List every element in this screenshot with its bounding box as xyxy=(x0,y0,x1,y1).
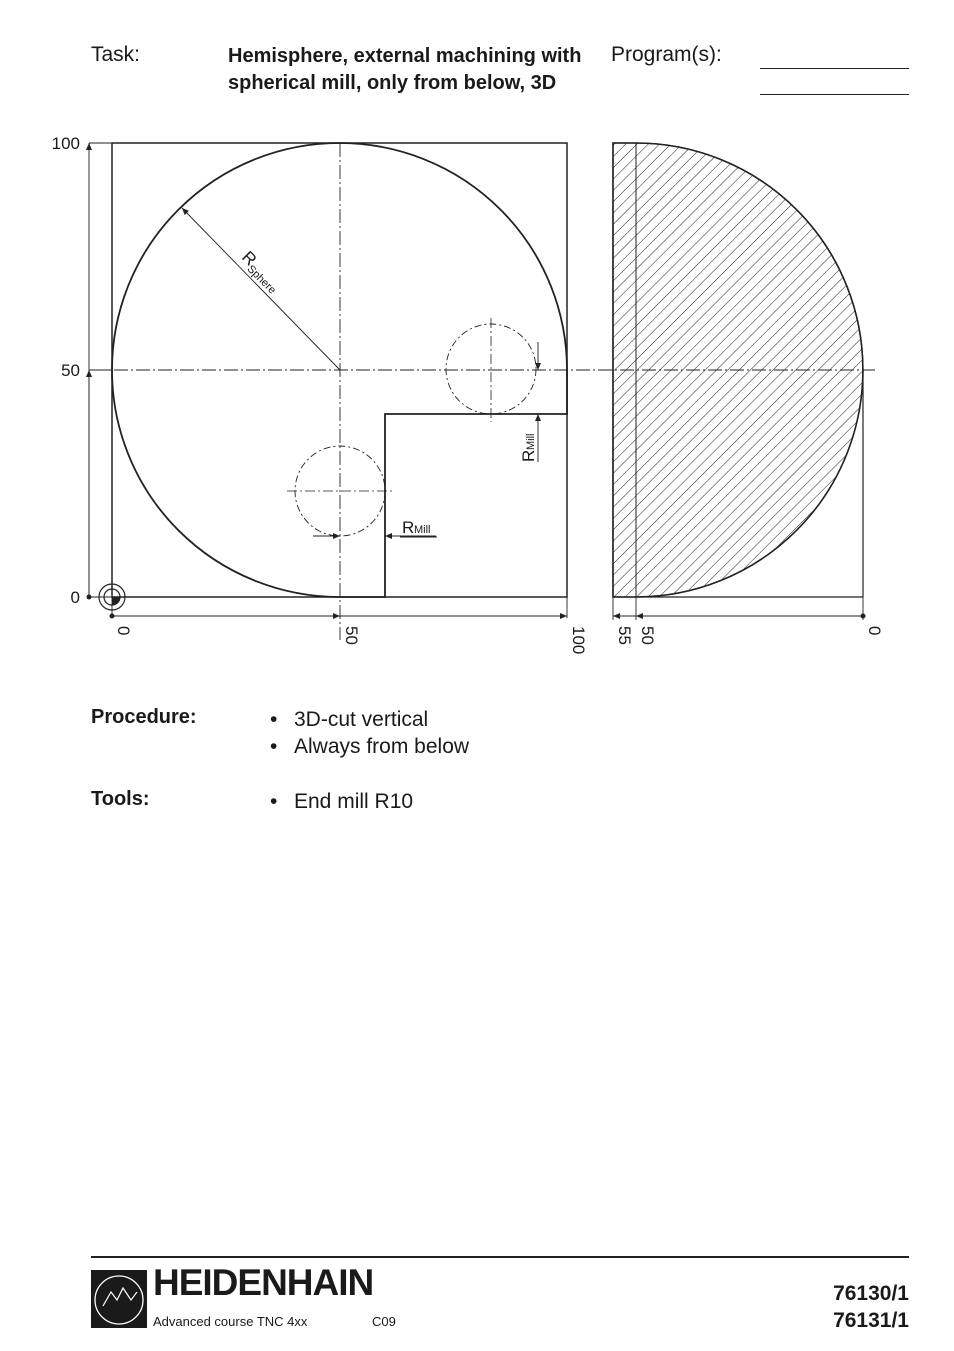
technical-drawing xyxy=(0,120,954,660)
procedure-label: Procedure: xyxy=(91,706,197,728)
footer-rule xyxy=(91,1256,909,1258)
side-tick-0: 0 xyxy=(865,626,884,636)
r-sphere-main: R xyxy=(238,247,261,270)
y-tick-100: 100 xyxy=(51,134,80,153)
datum-fill xyxy=(112,597,120,605)
side-tick-50: 50 xyxy=(638,626,657,645)
side-view xyxy=(613,143,865,620)
r-sphere-sub: Sphere xyxy=(244,262,279,297)
r-mill-sub: Mill xyxy=(414,524,431,536)
tools-list xyxy=(270,788,413,815)
r-mill-main: R xyxy=(402,518,415,537)
course-code: C09 xyxy=(372,1314,396,1329)
document-number: 76131/1 xyxy=(833,1309,909,1332)
r-mill2-sub: Mill xyxy=(525,433,537,450)
program-entry-line-2 xyxy=(760,94,909,95)
procedure-list xyxy=(270,706,469,760)
x-tick-50: 50 xyxy=(342,626,361,645)
task-label: Task: xyxy=(91,43,141,66)
r-sphere-leader xyxy=(182,208,340,370)
r-mill2-label xyxy=(519,434,538,463)
document-number: 76130/1 xyxy=(833,1282,909,1305)
r-mill2-main: R xyxy=(519,449,538,462)
task-title: Hemisphere, external machining with spherical mill, only from below, 3D xyxy=(228,45,582,94)
x-tick-0: 0 xyxy=(114,626,133,636)
program-entry-line-1 xyxy=(760,68,909,69)
program-label: Program(s): xyxy=(611,43,722,66)
tools-item: • End mill R10 xyxy=(270,788,413,815)
brand-name: HEIDENHAIN xyxy=(153,1262,374,1303)
side-dim-origin-dot xyxy=(861,614,865,618)
side-section-hatched xyxy=(613,143,863,597)
procedure-item: • Always from below xyxy=(270,733,469,760)
r-mill-label xyxy=(402,518,431,537)
y-dim-origin-dot xyxy=(87,595,91,599)
x-tick-100: 100 xyxy=(569,626,588,655)
course-name: Advanced course TNC 4xx xyxy=(153,1314,308,1329)
x-dim-origin-dot xyxy=(110,614,114,618)
document-numbers xyxy=(833,1280,909,1334)
heidenhain-logo-icon xyxy=(91,1270,147,1328)
side-tick-55: 55 xyxy=(615,626,634,645)
procedure-item: • 3D-cut vertical xyxy=(270,706,469,733)
tools-label: Tools: xyxy=(91,788,150,810)
y-tick-50: 50 xyxy=(61,361,80,380)
y-tick-0: 0 xyxy=(70,588,80,607)
